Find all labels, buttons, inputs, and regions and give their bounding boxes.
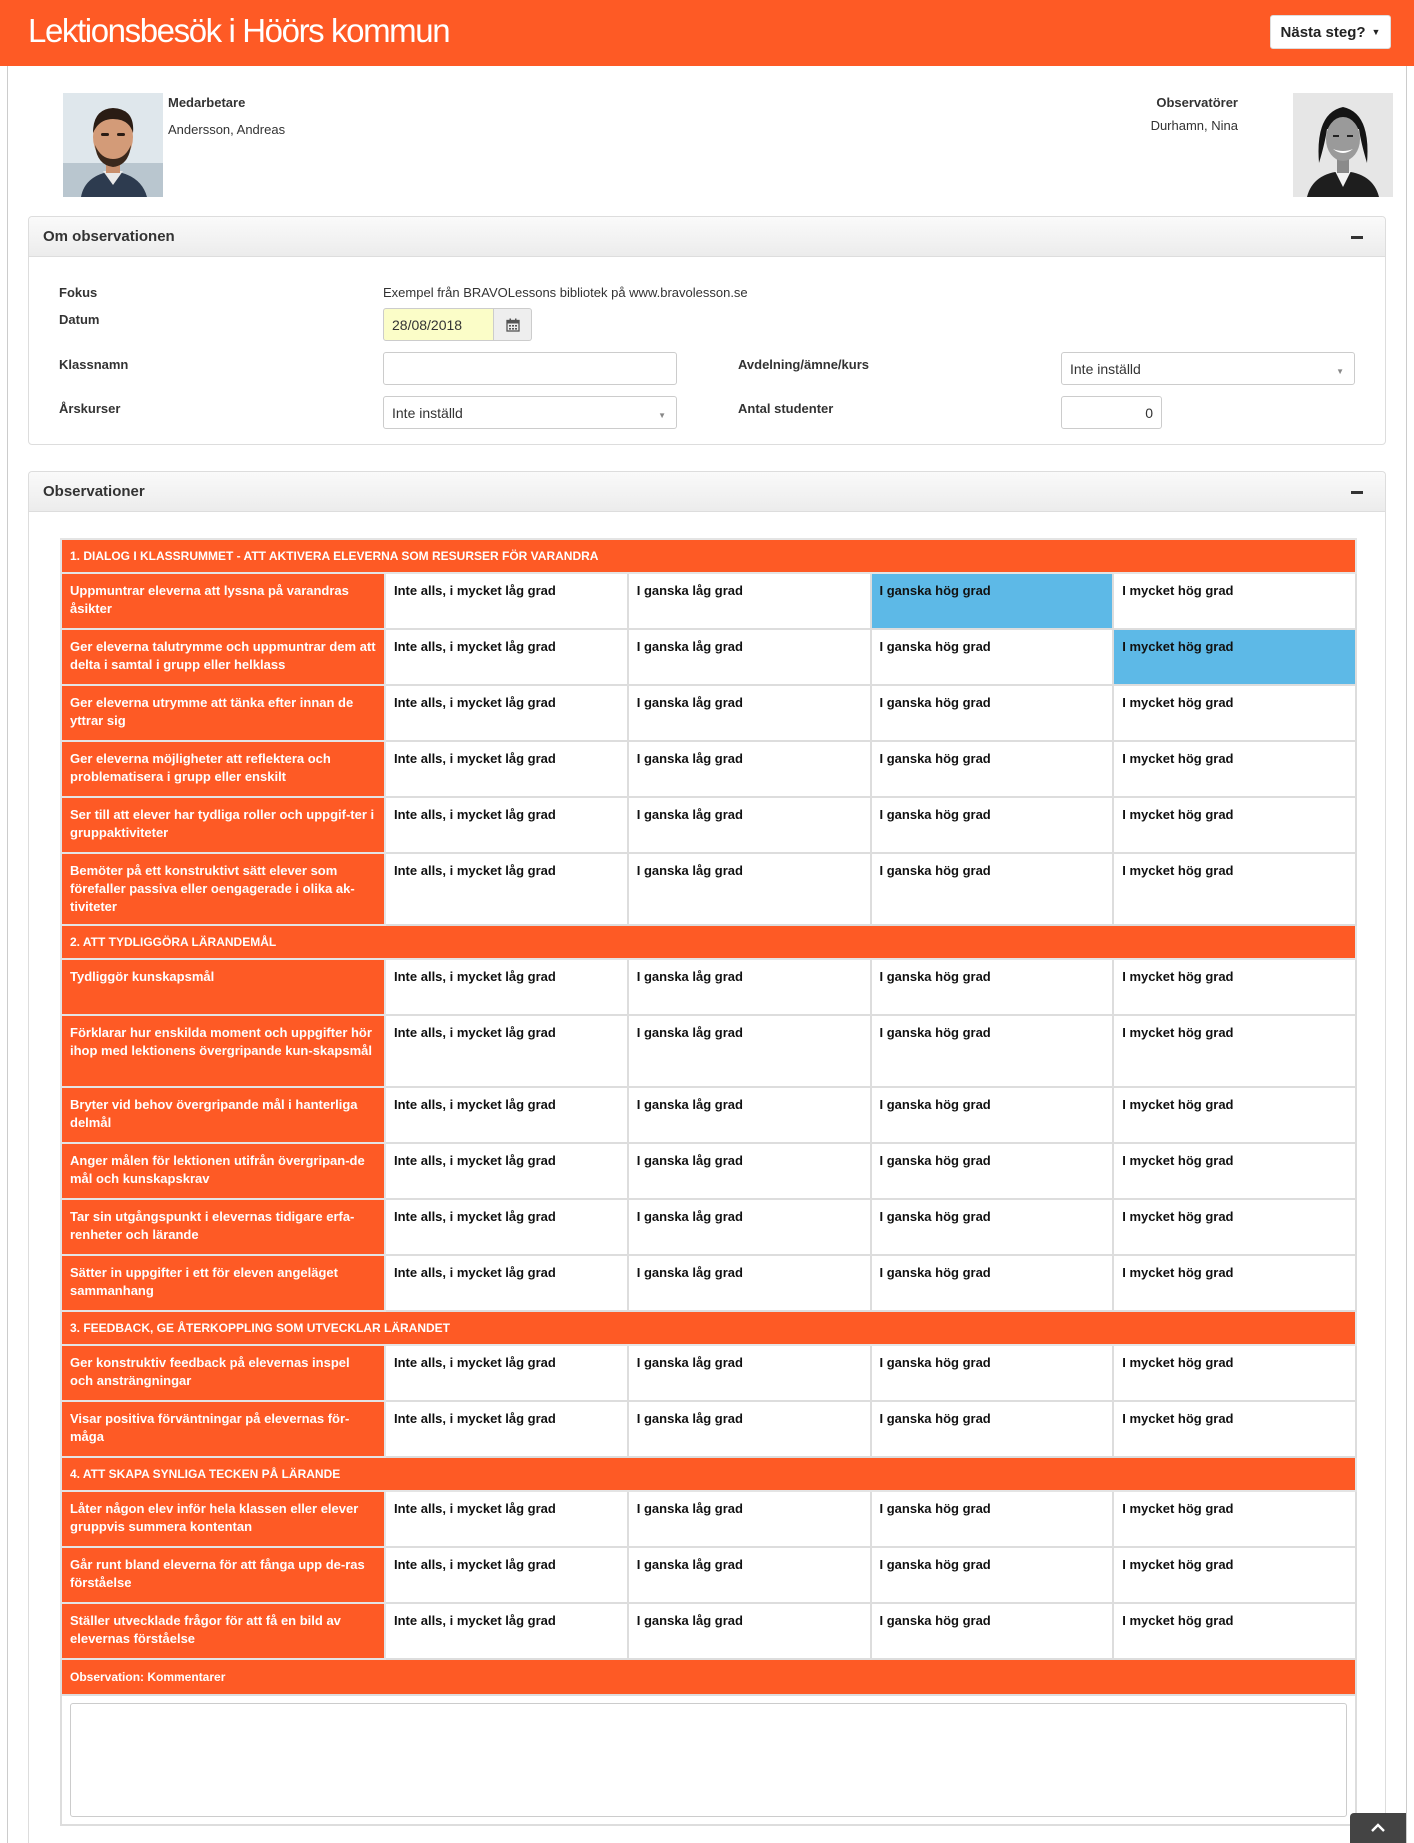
caret-down-icon: ▼ <box>658 411 666 420</box>
rating-option-3[interactable]: I ganska hög grad <box>871 1199 1114 1255</box>
rating-option-2[interactable]: I ganska låg grad <box>628 853 871 925</box>
criterion-label: Sätter in uppgifter i ett för eleven angeläget sammanhang <box>61 1255 385 1311</box>
class-input[interactable] <box>383 352 677 385</box>
criterion-label: Förklarar hur enskilda moment och uppgifter hör ihop med lektionens övergripande kun-skapsmål <box>61 1015 385 1087</box>
rating-option-1[interactable]: Inte alls, i mycket låg grad <box>385 853 628 925</box>
observer-avatar <box>1293 93 1393 197</box>
focus-value: Exempel från BRAVOLessons bibliotek på www.bravolesson.se <box>383 285 748 300</box>
observations-panel <box>28 471 1386 1843</box>
rating-option-3[interactable]: I ganska hög grad <box>871 1547 1114 1603</box>
rating-option-4[interactable]: I mycket hög grad <box>1113 573 1356 629</box>
calendar-button[interactable] <box>494 308 532 341</box>
rating-option-2[interactable]: I ganska låg grad <box>628 685 871 741</box>
criterion-label: Går runt bland eleverna för att fånga upp de-ras förståelse <box>61 1547 385 1603</box>
rating-option-1[interactable]: Inte alls, i mycket låg grad <box>385 1491 628 1547</box>
criterion-row <box>61 797 1356 853</box>
year-label: Årskurser <box>59 401 121 416</box>
about-panel-header[interactable] <box>29 217 1385 257</box>
rating-option-4[interactable]: I mycket hög grad <box>1113 853 1356 925</box>
observations-panel-title: Observationer <box>43 483 145 500</box>
criterion-row <box>61 1199 1356 1255</box>
employee-name: Andersson, Andreas <box>168 122 286 137</box>
minus-icon[interactable] <box>1351 491 1363 494</box>
rating-option-1[interactable]: Inte alls, i mycket låg grad <box>385 1547 628 1603</box>
rating-option-1[interactable]: Inte alls, i mycket låg grad <box>385 959 628 1015</box>
criterion-row <box>61 853 1356 925</box>
criterion-label: Visar positiva förväntningar på elevernas för-måga <box>61 1401 385 1457</box>
criterion-row <box>61 1401 1356 1457</box>
rating-option-2[interactable]: I ganska låg grad <box>628 629 871 685</box>
criterion-label: Ser till att elever har tydliga roller och uppgif-ter i gruppaktiviteter <box>61 797 385 853</box>
rating-option-3[interactable]: I ganska hög grad <box>871 1087 1114 1143</box>
class-label: Klassnamn <box>59 357 129 372</box>
rating-option-1[interactable]: Inte alls, i mycket låg grad <box>385 1345 628 1401</box>
rating-option-3[interactable]: I ganska hög grad <box>871 959 1114 1015</box>
criterion-row <box>61 629 1356 685</box>
section-title: 4. ATT SKAPA SYNLIGA TECKEN PÅ LÄRANDE <box>61 1457 1356 1491</box>
rating-option-2[interactable]: I ganska låg grad <box>628 959 871 1015</box>
rating-option-2[interactable]: I ganska låg grad <box>628 1345 871 1401</box>
observer-name: Durhamn, Nina <box>1150 118 1238 133</box>
comment-box-cell <box>61 1695 1356 1825</box>
rating-option-2[interactable]: I ganska låg grad <box>628 1143 871 1199</box>
rating-option-2[interactable]: I ganska låg grad <box>628 1491 871 1547</box>
observer-label: Observatörer <box>1156 95 1238 110</box>
rating-option-1[interactable]: Inte alls, i mycket låg grad <box>385 629 628 685</box>
rating-option-1[interactable]: Inte alls, i mycket låg grad <box>385 1143 628 1199</box>
rating-option-1[interactable]: Inte alls, i mycket låg grad <box>385 797 628 853</box>
rating-option-2[interactable]: I ganska låg grad <box>628 797 871 853</box>
criterion-label: Låter någon elev inför hela klassen eller elever gruppvis summera kontentan <box>61 1491 385 1547</box>
rating-option-3[interactable]: I ganska hög grad <box>871 1491 1114 1547</box>
rating-option-2[interactable]: I ganska låg grad <box>628 741 871 797</box>
comment-label: Observation: Kommentarer <box>61 1659 1356 1695</box>
rating-option-3[interactable]: I ganska hög grad <box>871 741 1114 797</box>
criterion-row <box>61 1603 1356 1659</box>
rating-option-4[interactable]: I mycket hög grad <box>1113 797 1356 853</box>
criterion-label: Tydliggör kunskapsmål <box>61 959 385 1015</box>
section-header-row <box>61 925 1356 959</box>
rating-option-3[interactable]: I ganska hög grad <box>871 1255 1114 1311</box>
rating-option-4[interactable]: I mycket hög grad <box>1113 1401 1356 1457</box>
rating-option-4[interactable]: I mycket hög grad <box>1113 1491 1356 1547</box>
rating-option-3[interactable]: I ganska hög grad <box>871 1015 1114 1087</box>
calendar-icon <box>506 318 520 332</box>
rating-option-3[interactable]: I ganska hög grad <box>871 1603 1114 1659</box>
criterion-label: Anger målen för lektionen utifrån övergripan-de mål och kunskapskrav <box>61 1143 385 1199</box>
rating-option-2[interactable]: I ganska låg grad <box>628 1087 871 1143</box>
rating-option-1[interactable]: Inte alls, i mycket låg grad <box>385 741 628 797</box>
rating-option-4[interactable]: I mycket hög grad <box>1113 1345 1356 1401</box>
rating-option-1[interactable]: Inte alls, i mycket låg grad <box>385 1015 628 1087</box>
next-step-label: Nästa steg? <box>1280 23 1366 41</box>
rating-option-2[interactable]: I ganska låg grad <box>628 1255 871 1311</box>
criterion-label: Ställer utvecklade frågor för att få en bild av elevernas förståelse <box>61 1603 385 1659</box>
criterion-label: Ger eleverna möjligheter att reflektera och problematisera i grupp eller enskilt <box>61 741 385 797</box>
rating-option-1[interactable]: Inte alls, i mycket låg grad <box>385 573 628 629</box>
caret-down-icon: ▼ <box>1336 367 1344 376</box>
dept-value: Inte inställd <box>1070 360 1141 377</box>
rating-option-4[interactable]: I mycket hög grad <box>1113 1199 1356 1255</box>
criterion-label: Ger konstruktiv feedback på elevernas inspel och ansträngningar <box>61 1345 385 1401</box>
rating-option-4[interactable]: I mycket hög grad <box>1113 1255 1356 1311</box>
rating-option-3[interactable]: I ganska hög grad <box>871 1401 1114 1457</box>
rating-option-4[interactable]: I mycket hög grad <box>1113 741 1356 797</box>
section-header-row <box>61 1457 1356 1491</box>
rating-option-1[interactable]: Inte alls, i mycket låg grad <box>385 1401 628 1457</box>
criterion-label: Tar sin utgångspunkt i elevernas tidigare erfa-renheter och lärande <box>61 1199 385 1255</box>
rating-option-1[interactable]: Inte alls, i mycket låg grad <box>385 1255 628 1311</box>
next-step-button[interactable] <box>1270 15 1391 49</box>
app-title: Lektionsbesök i Höörs kommun <box>28 12 450 49</box>
criterion-label: Ger eleverna utrymme att tänka efter innan de yttrar sig <box>61 685 385 741</box>
criterion-row <box>61 1087 1356 1143</box>
about-panel <box>28 216 1386 445</box>
rating-option-1[interactable]: Inte alls, i mycket låg grad <box>385 1199 628 1255</box>
criterion-row <box>61 1255 1356 1311</box>
rating-option-2[interactable]: I ganska låg grad <box>628 1603 871 1659</box>
rating-option-4[interactable]: I mycket hög grad <box>1113 685 1356 741</box>
employee-avatar <box>63 93 163 197</box>
criterion-row <box>61 1547 1356 1603</box>
criterion-row <box>61 1491 1356 1547</box>
year-value: Inte inställd <box>392 404 463 421</box>
criterion-row <box>61 741 1356 797</box>
criterion-row <box>61 1015 1356 1087</box>
dept-select[interactable] <box>1061 352 1355 385</box>
rating-option-1[interactable]: Inte alls, i mycket låg grad <box>385 685 628 741</box>
rating-option-4[interactable]: I mycket hög grad <box>1113 1547 1356 1603</box>
observation-table <box>60 538 1357 1826</box>
students-label: Antal studenter <box>738 401 834 416</box>
rating-option-2[interactable]: I ganska låg grad <box>628 1401 871 1457</box>
date-input[interactable] <box>383 308 494 341</box>
criterion-row <box>61 685 1356 741</box>
focus-label: Fokus <box>59 285 98 300</box>
rating-option-4[interactable]: I mycket hög grad <box>1113 1087 1356 1143</box>
top-bar <box>0 0 1414 66</box>
chevron-up-icon <box>1370 1823 1386 1833</box>
about-panel-title: Om observationen <box>43 228 175 245</box>
criterion-label: Uppmuntrar eleverna att lyssna på varandras åsikter <box>61 573 385 629</box>
section-title: 2. ATT TYDLIGGÖRA LÄRANDEMÅL <box>61 925 1356 959</box>
rating-option-4[interactable]: I mycket hög grad <box>1113 1015 1356 1087</box>
section-header-row <box>61 1311 1356 1345</box>
comment-textarea[interactable] <box>70 1703 1347 1817</box>
rating-option-3[interactable]: I ganska hög grad <box>871 629 1114 685</box>
criterion-label: Bemöter på ett konstruktivt sätt elever som förefaller passiva eller oengagerade i olika ak-tiviteter <box>61 853 385 925</box>
rating-option-3[interactable]: I ganska hög grad <box>871 1143 1114 1199</box>
criterion-row <box>61 1345 1356 1401</box>
rating-option-3[interactable]: I ganska hög grad <box>871 573 1114 629</box>
rating-option-2[interactable]: I ganska låg grad <box>628 573 871 629</box>
criterion-label: Ger eleverna talutrymme och uppmuntrar dem att delta i samtal i grupp eller helklass <box>61 629 385 685</box>
employee-label: Medarbetare <box>168 95 246 110</box>
year-select[interactable] <box>383 396 677 429</box>
rating-option-4[interactable]: I mycket hög grad <box>1113 1603 1356 1659</box>
rating-option-3[interactable]: I ganska hög grad <box>871 797 1114 853</box>
criterion-row <box>61 959 1356 1015</box>
scroll-top-button[interactable] <box>1350 1813 1406 1843</box>
minus-icon[interactable] <box>1351 236 1363 239</box>
students-input[interactable] <box>1061 396 1162 429</box>
rating-option-4[interactable]: I mycket hög grad <box>1113 959 1356 1015</box>
rating-option-4[interactable]: I mycket hög grad <box>1113 1143 1356 1199</box>
dept-label: Avdelning/ämne/kurs <box>738 357 869 372</box>
rating-option-2[interactable]: I ganska låg grad <box>628 1015 871 1087</box>
rating-option-3[interactable]: I ganska hög grad <box>871 1345 1114 1401</box>
rating-option-1[interactable]: Inte alls, i mycket låg grad <box>385 1087 628 1143</box>
section-title: 1. DIALOG I KLASSRUMMET - ATT AKTIVERA ELEVERNA SOM RESURSER FÖR VARANDRA <box>61 539 1356 573</box>
section-header-row <box>61 539 1356 573</box>
rating-option-2[interactable]: I ganska låg grad <box>628 1547 871 1603</box>
students-value: 0 <box>1145 404 1153 421</box>
criterion-row <box>61 1143 1356 1199</box>
section-title: 3. FEEDBACK, GE ÅTERKOPPLING SOM UTVECKLAR LÄRANDET <box>61 1311 1356 1345</box>
rating-option-3[interactable]: I ganska hög grad <box>871 853 1114 925</box>
rating-option-4[interactable]: I mycket hög grad <box>1113 629 1356 685</box>
comment-header-row <box>61 1659 1356 1695</box>
rating-option-3[interactable]: I ganska hög grad <box>871 685 1114 741</box>
criterion-row <box>61 573 1356 629</box>
observations-panel-header[interactable] <box>29 472 1385 512</box>
page-frame <box>7 66 1407 1843</box>
criterion-label: Bryter vid behov övergripande mål i hanterliga delmål <box>61 1087 385 1143</box>
rating-option-1[interactable]: Inte alls, i mycket låg grad <box>385 1603 628 1659</box>
rating-option-2[interactable]: I ganska låg grad <box>628 1199 871 1255</box>
caret-down-icon: ▼ <box>1371 27 1381 37</box>
comment-box-row <box>61 1695 1356 1825</box>
date-label: Datum <box>59 312 100 327</box>
date-value: 28/08/2018 <box>392 316 463 333</box>
